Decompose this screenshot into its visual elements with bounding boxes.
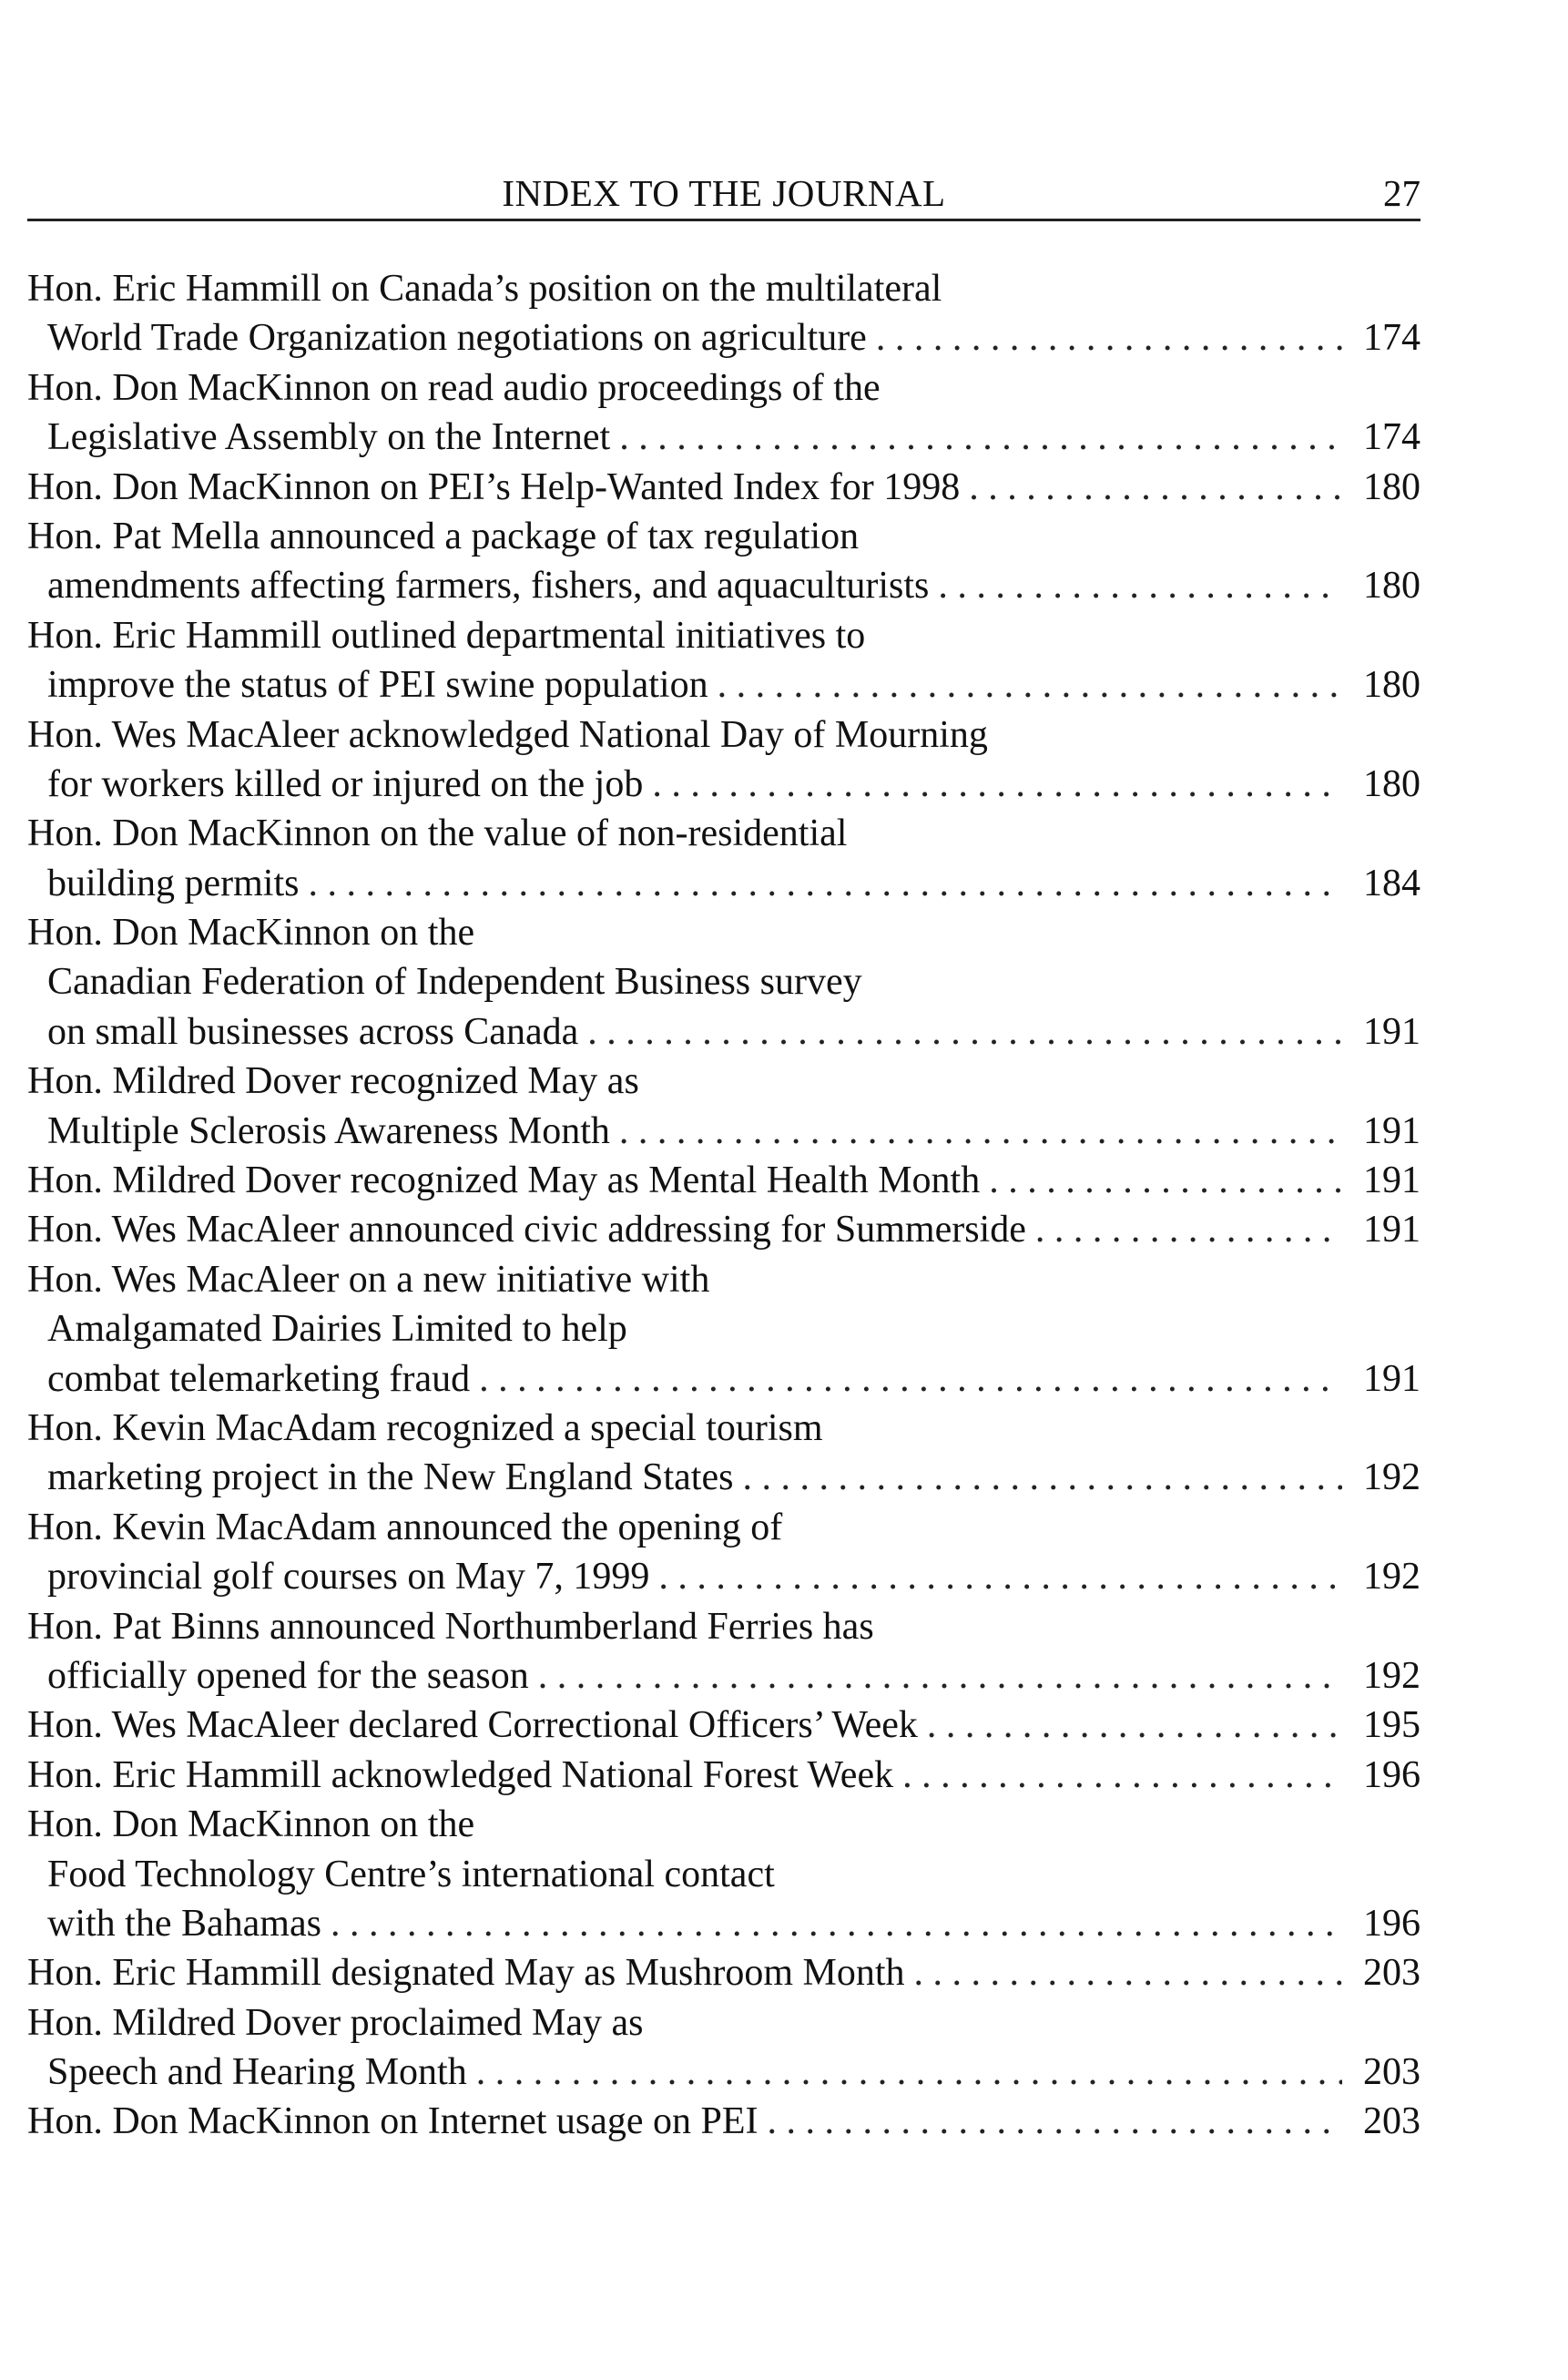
- entry-first-line: Hon. Don MacKinnon on the: [27, 912, 475, 955]
- entry-page-number: 191: [1363, 1109, 1420, 1152]
- entry-final-line: [27, 2097, 1420, 2146]
- index-entry: [27, 512, 1420, 611]
- entry-page-number: 196: [1363, 1902, 1420, 1945]
- dot-leader: [309, 859, 1343, 908]
- index-entry: [27, 1255, 1420, 1404]
- entry-first-line: Hon. Wes MacAleer on a new initiative with: [27, 1258, 710, 1301]
- dot-leader: [938, 561, 1342, 610]
- entry-first-line: Hon. Wes MacAleer acknowledged National Day of Mourning: [27, 713, 988, 756]
- entry-continuation-line: Speech and Hearing Month: [47, 2051, 467, 2094]
- entry-first-line: Hon. Wes MacAleer declared Correctional Officers’ Week: [27, 1704, 918, 1747]
- entry-continuation-line: marketing project in the New England States: [47, 1456, 734, 1499]
- index-entry: [27, 809, 1420, 908]
- entry-continuation-line: improve the status of PEI swine population: [47, 664, 708, 707]
- entry-final-line: [27, 1751, 1420, 1800]
- entry-page-number: 203: [1363, 1952, 1420, 1995]
- index-entry: [27, 463, 1420, 512]
- index-entry: [27, 1503, 1420, 1602]
- dot-leader: [902, 1751, 1342, 1800]
- entry-final-line: [27, 660, 1420, 710]
- entry-continuation-line: on small businesses across Canada: [47, 1010, 579, 1053]
- index-entry: [27, 1800, 1420, 1948]
- entry-first-line: Hon. Kevin MacAdam recognized a special tourism: [27, 1406, 823, 1449]
- page-number: 27: [1383, 172, 1420, 214]
- entry-continuation-line: provincial golf courses on May 7, 1999: [47, 1556, 650, 1599]
- index-entry: [27, 908, 1420, 1057]
- entry-page-number: 180: [1363, 465, 1420, 508]
- entry-continuation-line: World Trade Organization negotiations on agriculture: [47, 317, 867, 360]
- index-entry: [27, 611, 1420, 710]
- dot-leader: [914, 1948, 1342, 1997]
- entry-final-line: [27, 1453, 1420, 1502]
- page-title: INDEX TO THE JOURNAL: [502, 172, 946, 214]
- entry-final-line: [27, 1156, 1420, 1205]
- entry-page-number: 191: [1363, 1209, 1420, 1251]
- dot-leader: [768, 2097, 1342, 2146]
- entry-continuation-line: building permits: [47, 862, 300, 904]
- entry-first-line: Hon. Don MacKinnon on the: [27, 1803, 475, 1846]
- entry-first-line: Hon. Pat Mella announced a package of tax regulation: [27, 515, 860, 557]
- index-entry: [27, 1998, 1420, 2098]
- entry-first-line: Hon. Don MacKinnon on the value of non-residential: [27, 812, 848, 855]
- entry-first-line: Hon. Mildred Dover proclaimed May as: [27, 2001, 644, 2044]
- entry-page-number: 195: [1363, 1704, 1420, 1747]
- dot-leader: [989, 1156, 1342, 1205]
- dot-leader: [538, 1651, 1342, 1701]
- entry-final-line: [27, 413, 1420, 462]
- index-entry: [27, 1404, 1420, 1503]
- dot-leader: [876, 313, 1342, 363]
- entry-continuation-line: for workers killed or injured on the job: [47, 762, 644, 805]
- dot-leader: [742, 1453, 1342, 1502]
- entry-first-line: Hon. Wes MacAleer announced civic addressing for Summerside: [27, 1209, 1026, 1251]
- entry-page-number: 192: [1363, 1556, 1420, 1599]
- entry-page-number: 191: [1363, 1159, 1420, 1202]
- entry-final-line: [27, 1354, 1420, 1404]
- dot-leader: [652, 760, 1342, 809]
- entry-page-number: 180: [1363, 762, 1420, 805]
- dot-leader: [479, 1354, 1342, 1404]
- entry-continuation-line: Canadian Federation of Independent Business survey: [47, 961, 862, 1004]
- entry-continuation-line: with the Bahamas: [47, 1902, 321, 1945]
- entry-first-line: Hon. Eric Hammill acknowledged National Forest Week: [27, 1753, 894, 1796]
- entry-final-line: [27, 1007, 1420, 1057]
- dot-leader: [619, 1107, 1342, 1156]
- entry-continuation-line: Multiple Sclerosis Awareness Month: [47, 1109, 610, 1152]
- entry-final-line: [27, 1899, 1420, 1948]
- dot-leader: [587, 1007, 1342, 1057]
- dot-leader: [658, 1552, 1342, 1601]
- entry-final-line: [27, 1651, 1420, 1701]
- entry-continuation-line: Food Technology Centre’s international contact: [47, 1853, 775, 1895]
- entry-continuation-line: Amalgamated Dairies Limited to help: [47, 1308, 627, 1351]
- entry-final-line: [27, 1552, 1420, 1601]
- entry-continuation-line: Legislative Assembly on the Internet: [47, 416, 611, 459]
- dot-leader: [1035, 1205, 1342, 1254]
- entry-page-number: 192: [1363, 1456, 1420, 1499]
- entry-final-line: [27, 1948, 1420, 1997]
- entry-final-line: [27, 859, 1420, 908]
- entry-page-number: 192: [1363, 1654, 1420, 1697]
- entry-page-number: 184: [1363, 862, 1420, 904]
- dot-leader: [969, 463, 1342, 512]
- entry-final-line: [27, 561, 1420, 610]
- dot-leader: [718, 660, 1342, 710]
- entry-first-line: Hon. Mildred Dover recognized May as: [27, 1060, 639, 1103]
- entry-first-line: Hon. Eric Hammill designated May as Mushroom Month: [27, 1952, 905, 1995]
- entry-final-line: [27, 1205, 1420, 1254]
- entry-final-line: [27, 1107, 1420, 1156]
- page-header: [27, 169, 1420, 217]
- entry-continuation-line: officially opened for the season: [47, 1654, 529, 1697]
- entry-page-number: 203: [1363, 2051, 1420, 2094]
- index-entry: [27, 1156, 1420, 1205]
- index-entry: [27, 1751, 1420, 1800]
- entry-final-line: [27, 1701, 1420, 1750]
- index-entry: [27, 1205, 1420, 1254]
- header-rule: [27, 219, 1420, 221]
- index-entry: [27, 1057, 1420, 1156]
- entry-first-line: Hon. Eric Hammill on Canada’s position on the multilateral: [27, 268, 942, 310]
- entry-page-number: 191: [1363, 1357, 1420, 1400]
- entry-final-line: [27, 313, 1420, 363]
- entry-first-line: Hon. Eric Hammill outlined departmental initiatives to: [27, 614, 866, 657]
- entry-page-number: 196: [1363, 1753, 1420, 1796]
- entry-page-number: 180: [1363, 664, 1420, 707]
- entry-final-line: [27, 2048, 1420, 2097]
- index-entry: [27, 264, 1420, 363]
- index-entry: [27, 363, 1420, 463]
- index-entry: [27, 1602, 1420, 1701]
- entry-first-line: Hon. Mildred Dover recognized May as Mental Health Month: [27, 1159, 981, 1202]
- index-entry: [27, 2097, 1420, 2146]
- index-entry: [27, 1701, 1420, 1750]
- entry-first-line: Hon. Don MacKinnon on PEI’s Help-Wanted Index for 1998: [27, 465, 961, 508]
- dot-leader: [476, 2048, 1342, 2097]
- entry-page-number: 174: [1363, 317, 1420, 360]
- dot-leader: [619, 413, 1342, 462]
- index-entry-list: [27, 264, 1420, 2147]
- entry-page-number: 203: [1363, 2100, 1420, 2143]
- entry-final-line: [27, 760, 1420, 809]
- index-entry: [27, 710, 1420, 810]
- index-entry: [27, 1948, 1420, 1997]
- entry-page-number: 174: [1363, 416, 1420, 459]
- entry-first-line: Hon. Don MacKinnon on read audio proceedings of the: [27, 366, 881, 409]
- dot-leader: [927, 1701, 1342, 1750]
- entry-page-number: 191: [1363, 1010, 1420, 1053]
- dot-leader: [331, 1899, 1342, 1948]
- entry-final-line: [27, 463, 1420, 512]
- entry-first-line: Hon. Kevin MacAdam announced the opening of: [27, 1506, 783, 1548]
- entry-first-line: Hon. Don MacKinnon on Internet usage on PEI: [27, 2100, 759, 2143]
- entry-continuation-line: amendments affecting farmers, fishers, and aquaculturists: [47, 565, 930, 608]
- entry-page-number: 180: [1363, 565, 1420, 608]
- entry-continuation-line: combat telemarketing fraud: [47, 1357, 471, 1400]
- entry-first-line: Hon. Pat Binns announced Northumberland Ferries has: [27, 1605, 874, 1648]
